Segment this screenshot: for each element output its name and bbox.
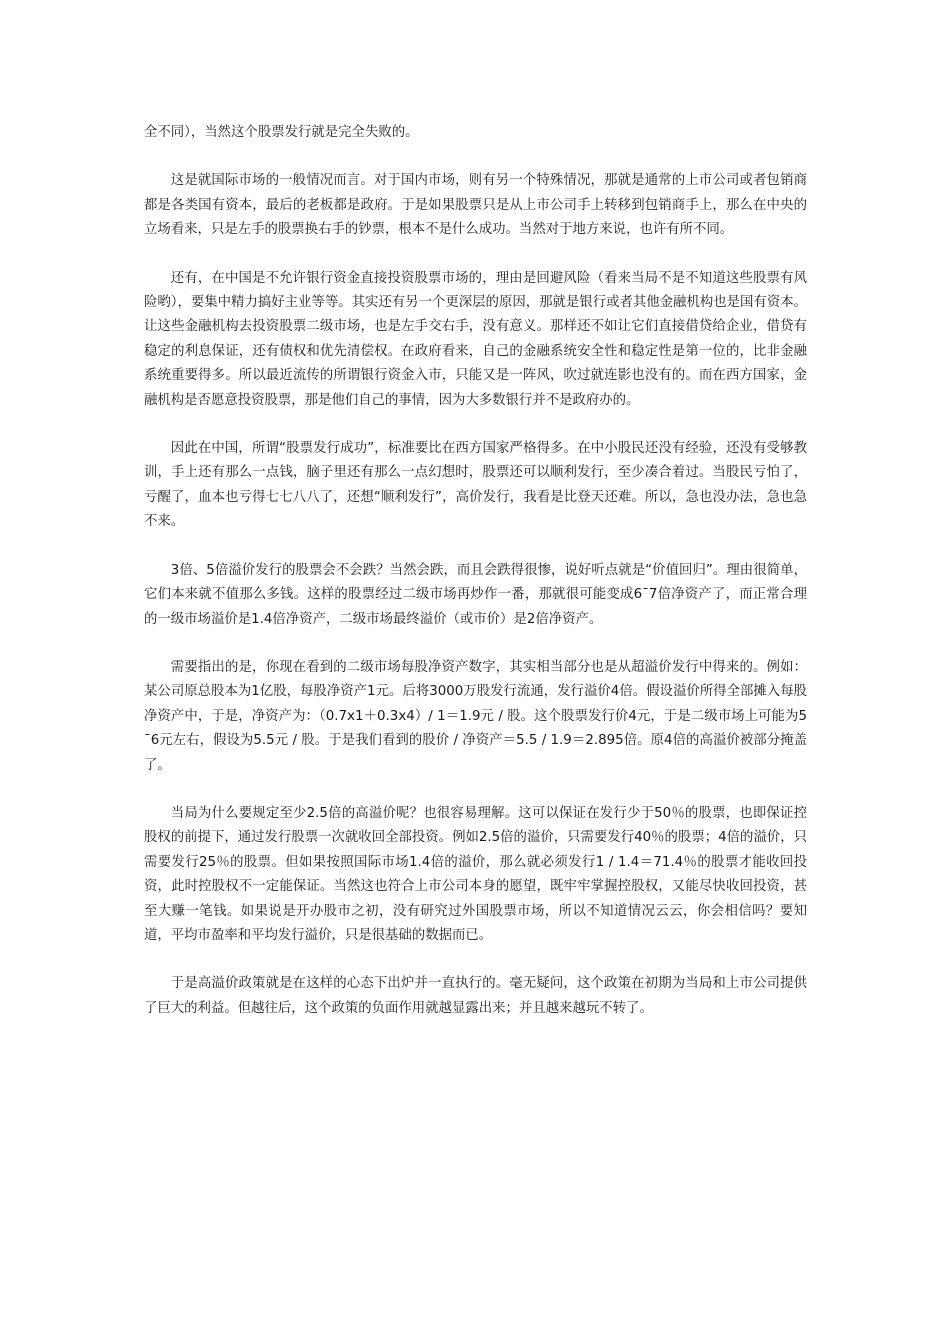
paragraph-continuation: 全不同），当然这个股票发行就是完全失败的。 xyxy=(144,125,419,140)
paragraph-issuance-success: 因此在中国，所谓“股票发行成功”，标准要比在西方国家严格得多。在中小股民还没有经验，还没有受够教训，手上还有那么一点钱，脑子里还有那么一点幻想时，股票还可以顺利发行，至少凑合着过。当股民亏怕了，亏醒了，血本也亏得七七八八了，还想“顺利发行”，高价发行，我看是比登天还难。所以，急也没办法，急也急不来。 xyxy=(144,441,807,530)
paragraph-premium-fall: 3倍、5倍溢价发行的股票会不会跌？当然会跌，而且会跌得很惨，说好听点就是“价值回归”。理由很简单，它们本来就不值那么多钱。这样的股票经过二级市场再炒作一番，那就很可能变成6¯7倍净资产了，而正常合理的一级市场溢价是1.4倍净资产，二级市场最终溢价（或市价）是2倍净资产。 xyxy=(144,562,807,627)
document-body xyxy=(144,121,807,1045)
paragraph-policy-conclusion: 于是高溢价政策就是在这样的心态下出炉并一直执行的。毫无疑问，这个政策在初期为当局和上市公司提供了巨大的利益。但越往后，这个政策的负面作用就越显露出来；并且越来越玩不转了。 xyxy=(144,976,807,1016)
paragraph-net-asset-example: 需要指出的是，你现在看到的二级市场每股净资产数字，其实相当部分也是从超溢价发行中得来的。例如：某公司原总股本为1亿股，每股净资产1元。后将3000万股发行流通，发行溢价4倍。假设溢价所得全部摊入每股净资产中，于是，净资产为：（0.7x1＋0.3x4）/ 1＝1.9元 / 股。这个股票发行价4元，于是二级市场上可能为5¯6元左右，假设为5.5元 / 股。于是我们看到的股价 / 净资产＝5.5 / 1.9＝2.895倍。原4倍的高溢价被部分掩盖了。 xyxy=(144,659,807,773)
paragraph-premium-rule: 当局为什么要规定至少2.5倍的高溢价呢？也很容易理解。这可以保证在发行少于50％的股票，也即保证控股权的前提下，通过发行股票一次就收回全部投资。例如2.5倍的溢价，只需要发行40％的股票；4倍的溢价，只需要发行25％的股票。但如果按照国际市场1.4倍的溢价，那么就必须发行1 / 1.4＝71.4％的股票才能收回投资，此时控股权不一定能保证。当然这也符合上市公司本身的愿望，既牢牢掌握控股权，又能尽快收回投资，甚至大赚一笔钱。如果说是开办股市之初，没有研究过外国股票市场，所以不知道情况云云，你会相信吗？要知道，平均市盈率和平均发行溢价，只是很基础的数据而已。 xyxy=(144,805,807,943)
paragraph-international-market: 这是就国际市场的一般情况而言。对于国内市场，则有另一个特殊情况，那就是通常的上市公司或者包销商都是各类国有资本，最后的老板都是政府。于是如果股票只是从上市公司手上转移到包销商手上，那么在中央的立场看来，只是左手的股票换右手的钞票，根本不是什么成功。当然对于地方来说，也许有所不同。 xyxy=(144,173,807,238)
paragraph-bank-funds: 还有，在中国是不允许银行资金直接投资股票市场的，理由是回避风险（看来当局不是不知道这些股票有风险哟），要集中精力搞好主业等等。其实还有另一个更深层的原因，那就是银行或者其他金融机构也是国有资本。让这些金融机构去投资股票二级市场，也是左手交右手，没有意义。那样还不如让它们直接借贷给企业，借贷有稳定的利息保证，还有债权和优先清偿权。在政府看来，自己的金融系统安全性和稳定性是第一位的，比非金融系统重要得多。所以最近流传的所谓银行资金入市，只能又是一阵风，吹过就连影也没有的。而在西方国家，金融机构是否愿意投资股票，那是他们自己的事情，因为大多数银行并不是政府办的。 xyxy=(144,270,807,408)
